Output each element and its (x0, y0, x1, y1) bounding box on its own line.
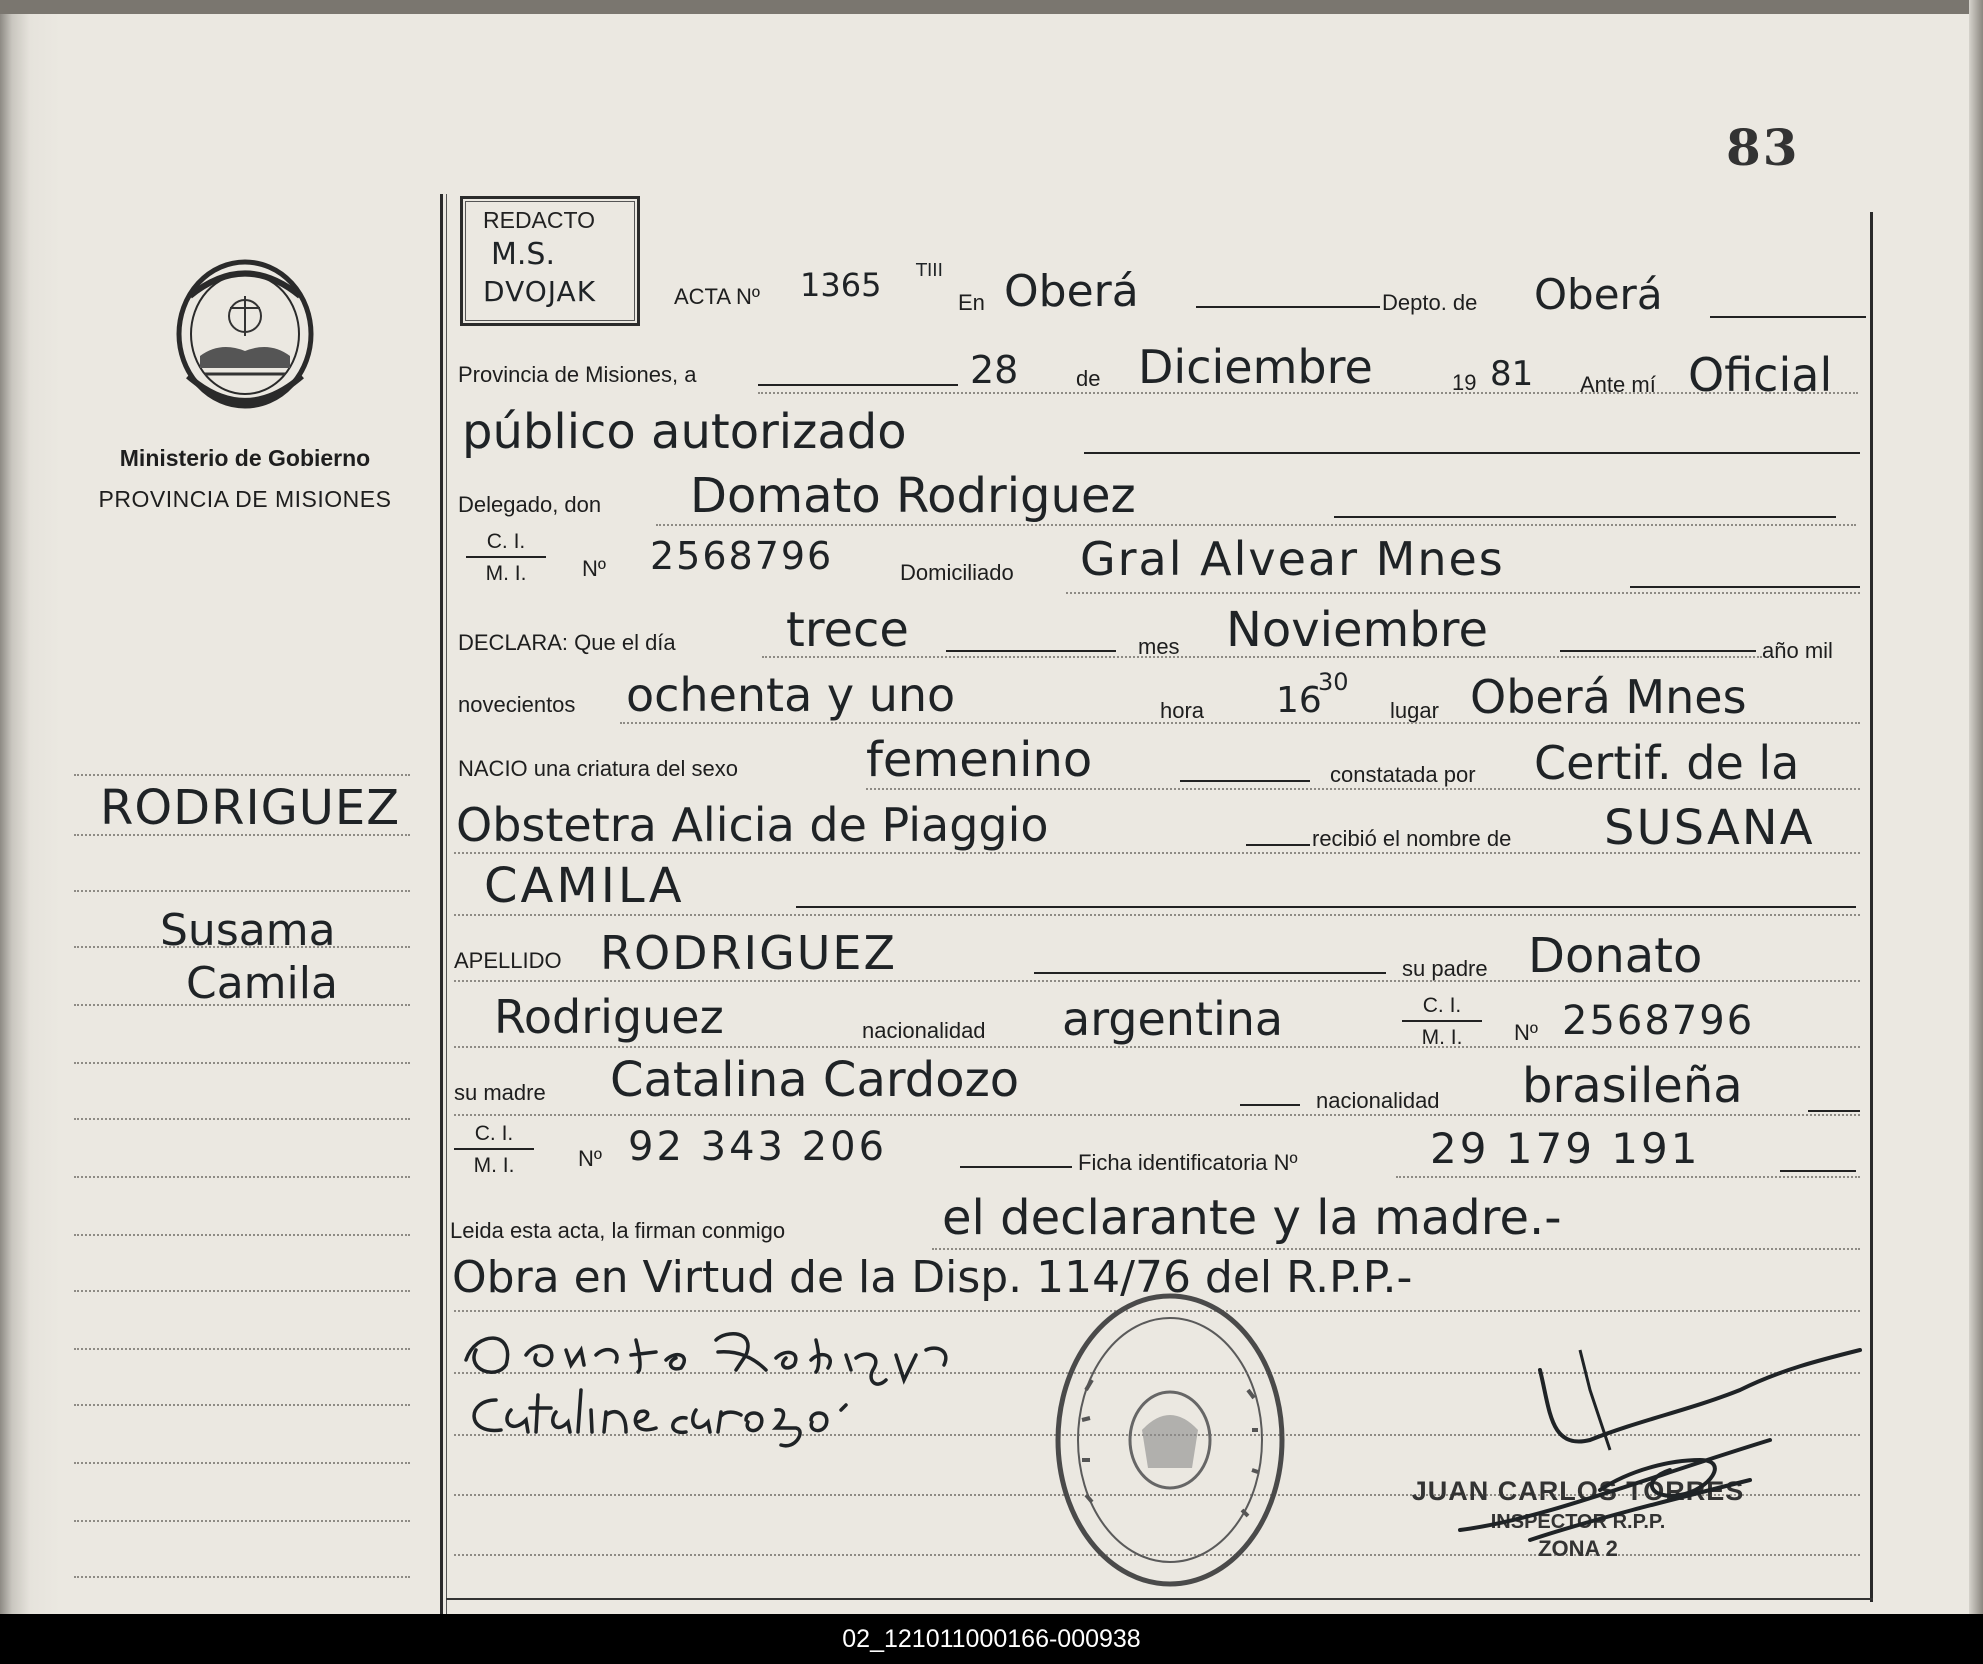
apellido-label: APELLIDO (454, 948, 562, 973)
ante-mi-label: Ante mí (1580, 372, 1656, 397)
birth-year-words: ochenta y uno (626, 668, 956, 722)
margin-line (74, 1404, 410, 1406)
constatada-1: Certif. de la (1534, 736, 1800, 790)
city: Oberá (1004, 266, 1139, 317)
redacto-initials: M.S. (491, 237, 555, 272)
form-left-border (440, 194, 443, 1614)
constatada-label: constatada por (1330, 762, 1476, 787)
registry-stamp (1052, 1290, 1288, 1590)
firman-conmigo: el declarante y la madre.- (942, 1190, 1562, 1246)
redacto-box (460, 196, 640, 326)
madre-nacionalidad: brasileña (1522, 1058, 1743, 1114)
act-year: 81 (1490, 354, 1534, 394)
su-madre-label: su madre (454, 1080, 546, 1105)
ficha-label: Ficha identificatoria Nº (1078, 1150, 1298, 1175)
margin-line (74, 1176, 410, 1178)
year-prefix: 19 (1452, 370, 1477, 395)
acta-number-label: ACTA Nº (674, 284, 760, 309)
provincia-label: Provincia de Misiones, a (458, 362, 697, 387)
margin-given-name-2: Camila (186, 958, 338, 1009)
book-top-edge (0, 0, 1983, 14)
margin-line (74, 774, 410, 776)
lugar-label: lugar (1390, 698, 1439, 723)
sexo: femenino (866, 732, 1093, 788)
madre-ci-mi-fraction: $\frac{C. I.}{M. I.}$ (454, 1122, 534, 1178)
redacto-label: REDACTO (483, 207, 596, 233)
padre-nacionalidad-label: nacionalidad (862, 1018, 986, 1043)
acta-suffix: TIII (916, 260, 943, 281)
signature-inspector (1440, 1330, 1880, 1560)
constatada-2: Obstetra Alicia de Piaggio (456, 798, 1049, 852)
ficha: 29 179 191 (1430, 1124, 1701, 1173)
nacio-label: NACIO una criatura del sexo (458, 756, 739, 781)
padre-ci: 2568796 (1562, 998, 1755, 1044)
margin-line (74, 1290, 410, 1292)
madre-ci: 92 343 206 (628, 1124, 888, 1170)
ministry-header (60, 445, 430, 513)
margin-line (74, 1462, 410, 1464)
nombre-2: CAMILA (484, 858, 685, 914)
margin-line (74, 1576, 410, 1578)
inspector-title: INSPECTOR R.P.P. (1490, 1511, 1666, 1533)
declara-label: DECLARA: Que el día (458, 630, 676, 655)
province-seal-icon (170, 256, 320, 418)
padre-ci-mi-fraction: $\frac{C. I.}{M. I.}$ (1402, 994, 1482, 1050)
oficial-2: público autorizado (462, 404, 907, 460)
ci-number-label: Nº (582, 556, 606, 581)
recibio-label: recibió el nombre de (1312, 826, 1512, 851)
signature-madre (456, 1370, 1076, 1450)
inspector-zone: ZONA 2 (1538, 1536, 1618, 1561)
apellido: RODRIGUEZ (600, 926, 898, 980)
nombre-1: SUSANA (1604, 800, 1815, 856)
leida-label: Leida esta acta, la firman conmigo (450, 1218, 786, 1243)
hora-h: 16 (1276, 680, 1322, 721)
form-left-border-inner (446, 194, 447, 1614)
margin-surname: RODRIGUEZ (100, 780, 401, 836)
margin-line (74, 1348, 410, 1350)
anio-mil-label: año mil (1762, 638, 1833, 663)
padre-2: Rodriguez (494, 990, 724, 1044)
margin-line (74, 890, 410, 892)
mes-label: mes (1138, 634, 1180, 659)
de-label: de (1076, 366, 1101, 391)
delegado-name: Domato Rodriguez (690, 468, 1136, 524)
birth-month: Noviembre (1226, 602, 1488, 658)
oficial-1: Oficial (1688, 348, 1833, 402)
margin-line (74, 1062, 410, 1064)
margin-line (74, 1118, 410, 1120)
depto: Oberá (1534, 270, 1663, 319)
depto-label: Depto. de (1382, 290, 1478, 315)
province-title: PROVINCIA DE MISIONES (98, 486, 392, 512)
act-month: Diciembre (1138, 340, 1373, 394)
madre: Catalina Cardozo (610, 1052, 1020, 1108)
act-day: 28 (970, 348, 1019, 392)
novecientos-label: novecientos (458, 692, 576, 717)
inspector-name: JUAN CARLOS TORRES (1411, 1476, 1745, 1506)
domicilio: Gral Alvear Mnes (1080, 532, 1505, 586)
birth-day: trece (786, 602, 909, 658)
ci-mi-fraction: $\frac{C. I.}{M. I.}$ (466, 530, 546, 586)
page-number: 83 (1726, 118, 1800, 177)
en-label: En (958, 290, 985, 315)
margin-line (74, 1520, 410, 1522)
acta-number: 1365 (800, 266, 882, 304)
margin-given-name-1: Susama (160, 905, 336, 956)
hora-m: 30 (1318, 668, 1349, 696)
hora-label: hora (1160, 698, 1205, 723)
delegado-ci: 2568796 (650, 534, 834, 578)
domiciliado-label: Domiciliado (900, 560, 1014, 585)
form-bottom-rule (446, 1598, 1873, 1600)
margin-line (74, 1234, 410, 1236)
padre-1: Donato (1528, 928, 1703, 984)
obra-en-virtud: Obra en Virtud de la Disp. 114/76 del R.P.P.- (452, 1252, 1413, 1303)
redacto-name: DVOJAK (483, 275, 597, 308)
footer-image-id: 02_121011000166-000938 (0, 1614, 1983, 1664)
book-right-edge (1969, 0, 1983, 1614)
lugar: Oberá Mnes (1470, 670, 1747, 724)
delegado-label: Delegado, don (458, 492, 602, 517)
padre-ci-number-label: Nº (1514, 1020, 1538, 1045)
su-padre-label: su padre (1402, 956, 1488, 981)
madre-ci-number-label: Nº (578, 1146, 602, 1171)
madre-nacionalidad-label: nacionalidad (1316, 1088, 1440, 1113)
ministry-title: Ministerio de Gobierno (119, 445, 371, 471)
padre-nacionalidad: argentina (1062, 992, 1284, 1046)
